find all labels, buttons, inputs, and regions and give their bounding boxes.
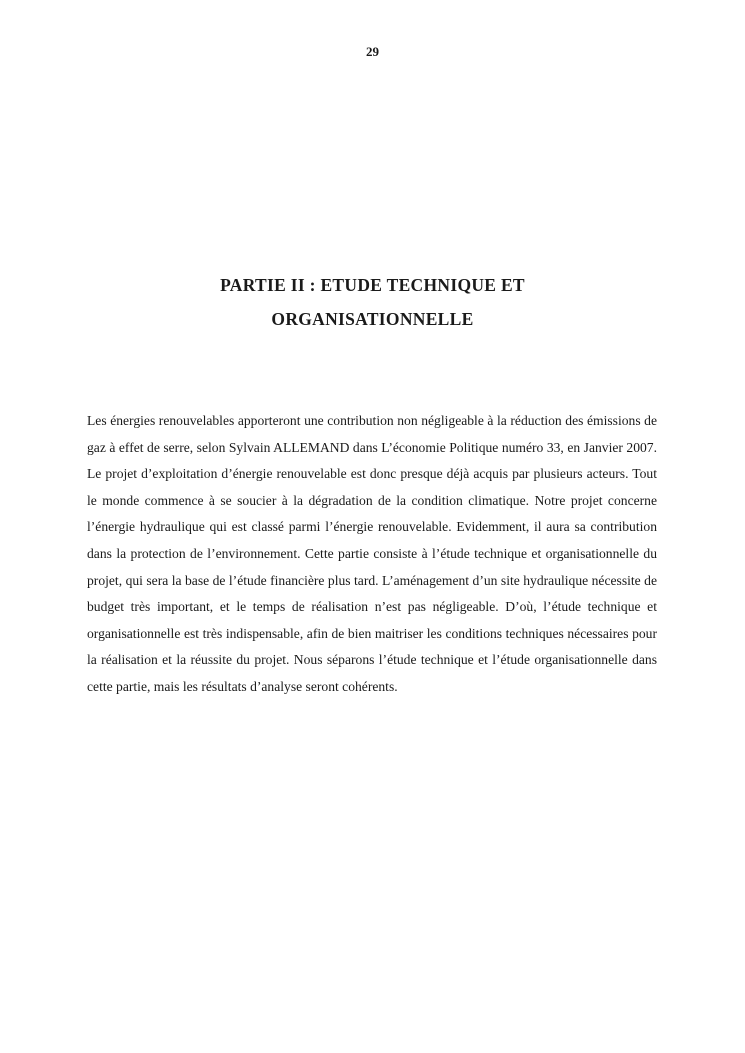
page-number: 29: [366, 44, 379, 59]
body-paragraph: Les énergies renouvelables apporteront une contribution non négligeable à la réduction des émissions de gaz à effet de serre, selon Sylvain ALLEMAND dans L’économie Politique numéro 33, en Janvier 2007. Le projet d’exploitation d’énergie renouvelable est donc presque déjà acquis par plusieurs acteurs. Tout le monde commence à se soucier à la dégradation de la condition climatique. Notre projet concerne l’énergie hydraulique qui est classé parmi l’énergie renouvelable. Evidemment, il aura sa contribution dans la protection de l’environnement. Cette partie consiste à l’étude technique et organisationnelle du projet, qui sera la base de l’étude financière plus tard. L’aménagement d’un site hydraulique nécessite de budget très important, et le temps de réalisation n’est pas négligeable. D’où, l’étude technique et organisationnelle est très indispensable, afin de bien maitriser les conditions techniques nécessaires pour la réalisation et la réussite du projet. Nous séparons l’étude technique et l’étude organisationnelle dans cette partie, mais les résultats d’analyse seront cohérents.: [87, 413, 657, 694]
section-title-line-2: ORGANISATIONNELLE: [271, 309, 474, 329]
section-title-line-1: PARTIE II : ETUDE TECHNIQUE ET: [220, 275, 525, 295]
section-title: [0, 268, 745, 336]
